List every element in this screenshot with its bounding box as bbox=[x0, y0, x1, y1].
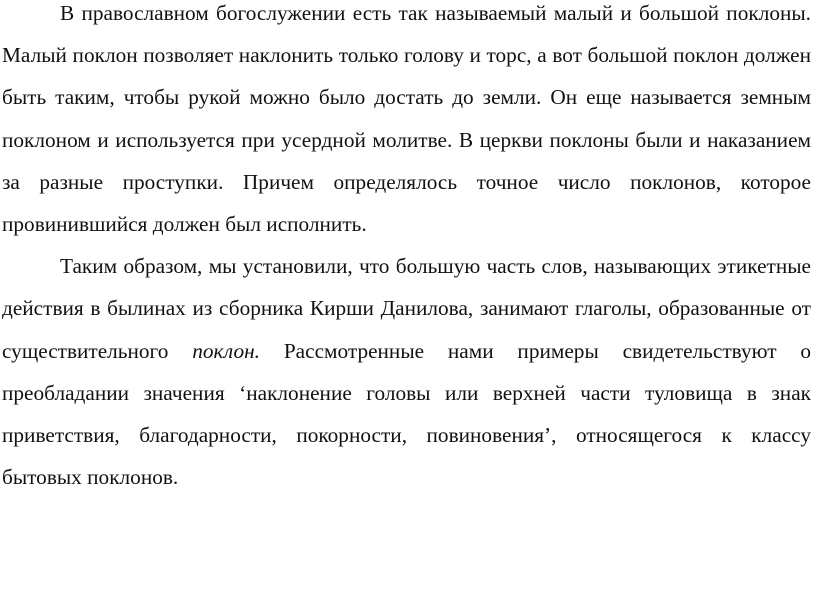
italic-term: поклон. bbox=[192, 338, 261, 363]
paragraph-2-text-start: Таким образом, мы установили, что большую часть слов, называющих этикетные действия в былинах из сборника Кирши Данилова, занимают глаголы, образованные от существительного bbox=[2, 254, 811, 363]
paragraph-2 bbox=[2, 245, 811, 498]
paragraph-2-text-end: Рассмотренные нами примеры свидетельствуют о преобладании значения ‘наклонение головы или верхней части туловища в знак приветствия, благодарности, покорности, повиновения’, относящегося к классу бытовых поклонов. bbox=[2, 338, 811, 490]
paragraph-1: В православном богослужении есть так называемый малый и большой поклоны. Малый поклон позволяет наклонить только голову и торс, а вот большой поклон должен быть таким, чтобы рукой можно было достать до земли. Он еще называется земным поклоном и используется при усердной молитве. В церкви поклоны были и наказанием за разные проступки. Причем определялось точное число поклонов, которое провинившийся должен был исполнить. bbox=[2, 1, 811, 237]
